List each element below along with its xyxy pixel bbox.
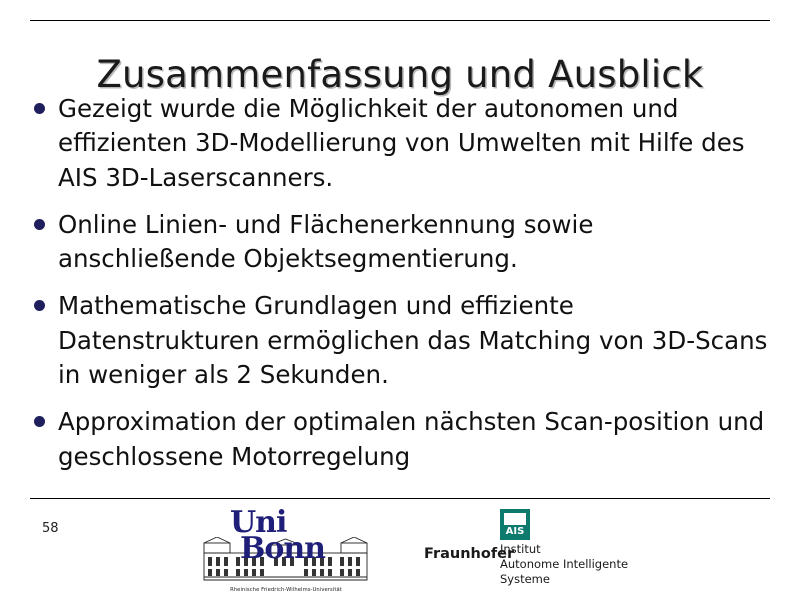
list-item-text: Mathematische Grundlagen und effiziente Datenstrukturen ermöglichen das Matching von 3D-Scans in weniger als 2 Sekunden.: [58, 291, 768, 390]
bullet-dot-icon: [34, 416, 45, 427]
uni-bonn-word-top: Uni: [230, 505, 287, 540]
list-item-text: Online Linien- und Flächenerkennung sowie anschließende Objektsegmentierung.: [58, 209, 594, 274]
fraunhofer-ais-logo: [424, 509, 664, 589]
list-item: [28, 405, 772, 474]
page-number: 58: [42, 521, 59, 536]
institute-line-2: Autonome Intelligente: [500, 556, 629, 571]
uni-bonn-logo: [190, 505, 380, 600]
list-item-text: Gezeigt wurde die Möglichkeit der autonomen und effizienten 3D-Modellierung von Umwelten mit Hilfe des AIS 3D-Laserscanners.: [58, 94, 745, 192]
institute-line-1: Institut: [500, 542, 541, 556]
bullet-dot-icon: [34, 103, 45, 114]
bottom-divider: [30, 498, 770, 499]
uni-bonn-word-bottom: Bonn: [240, 531, 325, 566]
ais-logo-label: AIS: [505, 526, 525, 537]
uni-bonn-subline: Rheinische Friedrich-Wilhelms-Universität: [230, 587, 342, 593]
institute-line-3: Systeme: [500, 571, 550, 586]
list-item: [28, 92, 772, 195]
bullet-dot-icon: [34, 300, 45, 311]
bullet-dot-icon: [34, 219, 45, 230]
list-item: [28, 289, 772, 392]
institute-name: [500, 542, 628, 587]
list-item: [28, 208, 772, 277]
page-title: Zusammenfassung und Ausblick: [96, 52, 704, 96]
bullet-list: [28, 92, 772, 487]
ais-logo-icon: [500, 509, 530, 540]
fraunhofer-wordmark: Fraunhofer: [424, 546, 515, 562]
slide-footer: [0, 505, 800, 600]
list-item-text: Approximation der optimalen nächsten Scan-position und geschlossene Motorregelung: [58, 407, 765, 471]
ais-logo-bar: [504, 513, 526, 525]
top-divider: [30, 20, 770, 21]
